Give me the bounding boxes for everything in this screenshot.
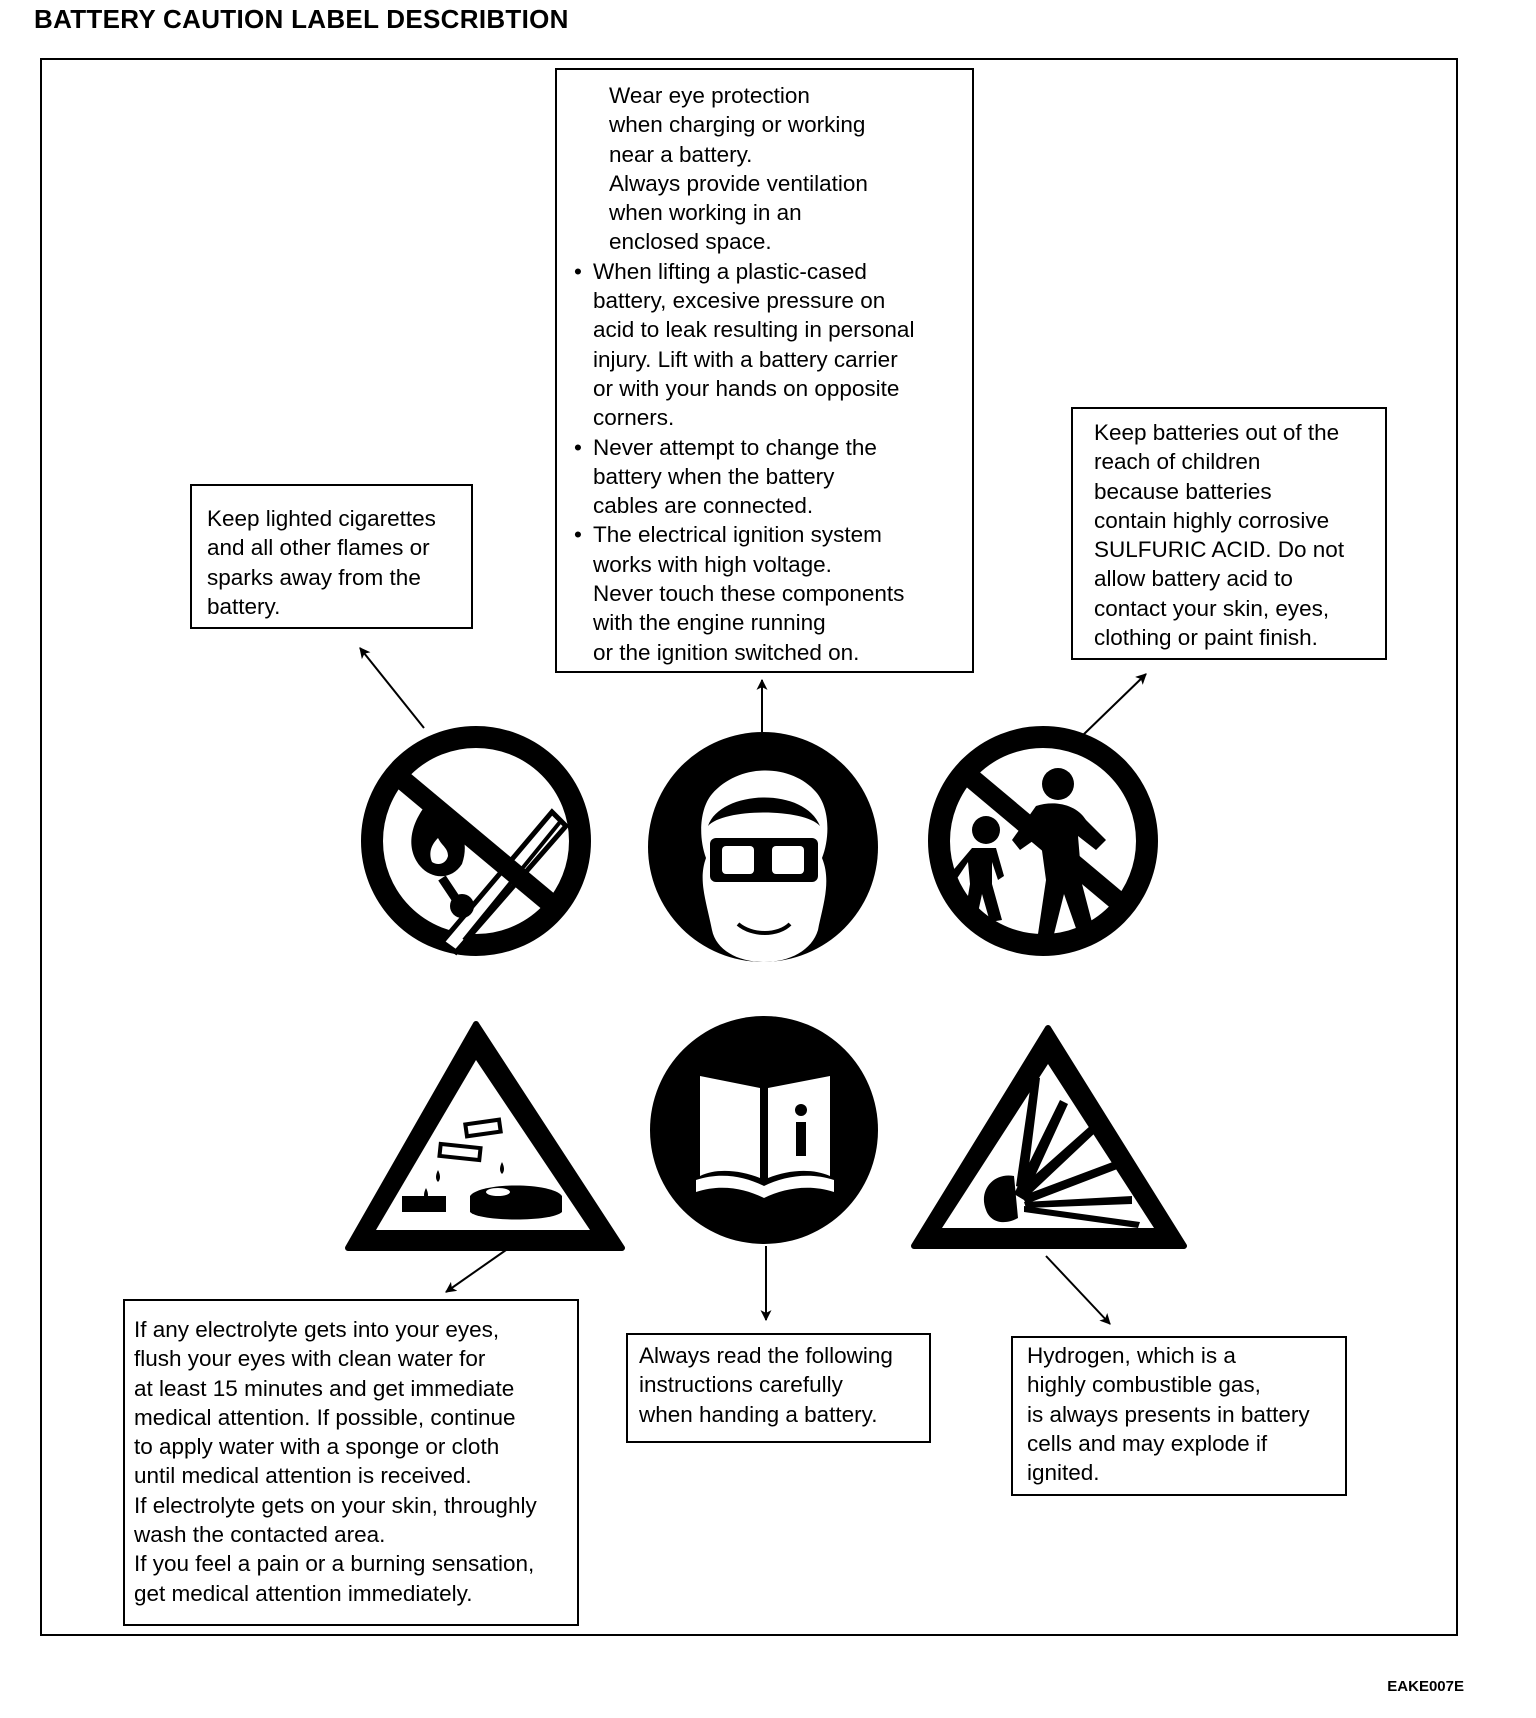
text-line: works with high voltage. bbox=[593, 551, 832, 577]
text-line: sparks away from the bbox=[207, 564, 421, 590]
arrow bbox=[1046, 1256, 1110, 1324]
text-line: ignited. bbox=[1027, 1460, 1100, 1486]
text-line: When lifting a plastic-cased bbox=[593, 258, 867, 284]
arrow bbox=[446, 1250, 506, 1292]
text-line: with the engine running bbox=[593, 610, 826, 636]
text-line: and all other flames or bbox=[207, 535, 430, 561]
text-line: Keep lighted cigarettes bbox=[207, 506, 436, 531]
text-line: injury. Lift with a battery carrier bbox=[593, 346, 898, 372]
text-line: allow battery acid to bbox=[1094, 566, 1293, 592]
text-line: Keep batteries out of the bbox=[1094, 420, 1340, 445]
text-line: reach of children bbox=[1094, 449, 1261, 475]
text-line: Always provide ventilation bbox=[609, 170, 868, 196]
text-line: cells and may explode if bbox=[1027, 1430, 1268, 1456]
text-line: Never touch these components bbox=[593, 581, 905, 607]
arrow bbox=[360, 648, 424, 728]
text-line: is always presents in battery bbox=[1027, 1401, 1310, 1427]
text-line: battery. bbox=[207, 593, 281, 619]
text-line: contain highly corrosive bbox=[1094, 507, 1330, 533]
explosive-gas-warning-icon bbox=[914, 1028, 1184, 1246]
text-line: corners. bbox=[593, 405, 675, 431]
read-instructions-icon bbox=[650, 1016, 878, 1244]
bullet-marker: • bbox=[574, 258, 582, 284]
text-line: If you feel a pain or a burning sensation, bbox=[134, 1551, 535, 1577]
text-line: at least 15 minutes and get immediate bbox=[134, 1375, 515, 1401]
text-line: cables are connected. bbox=[593, 493, 814, 519]
text-line: acid to leak resulting in personal bbox=[593, 317, 915, 343]
text-line: flush your eyes with clean water for bbox=[134, 1346, 486, 1372]
text-line: near a battery. bbox=[609, 141, 753, 167]
bullet-marker: • bbox=[574, 522, 582, 548]
text-line: clothing or paint finish. bbox=[1094, 625, 1318, 651]
text-line: until medical attention is received. bbox=[134, 1463, 472, 1489]
text-line: enclosed space. bbox=[609, 229, 772, 255]
page-title: BATTERY CAUTION LABEL DESCRIBTION bbox=[34, 4, 569, 34]
text-line: Hydrogen, which is a bbox=[1027, 1343, 1236, 1368]
text-line: Never attempt to change the bbox=[593, 434, 877, 460]
text-line: instructions carefully bbox=[639, 1372, 843, 1398]
text-line: because batteries bbox=[1094, 478, 1272, 504]
figure-code: EAKE007E bbox=[1387, 1678, 1464, 1695]
text-line: medical attention. If possible, continue bbox=[134, 1404, 516, 1430]
text-line: battery, excesive pressure on bbox=[593, 288, 886, 314]
text-line: If electrolyte gets on your skin, throughly bbox=[134, 1492, 537, 1518]
keep-away-from-children-icon bbox=[939, 737, 1147, 945]
text-line: battery when the battery bbox=[593, 463, 835, 489]
text-line: The electrical ignition system bbox=[593, 522, 882, 548]
bullet-marker: • bbox=[574, 434, 582, 460]
no-flames-or-smoking-icon bbox=[372, 737, 580, 952]
text-line: Wear eye protection bbox=[609, 83, 810, 108]
text-line: when handing a battery. bbox=[639, 1401, 878, 1427]
text-line: Always read the following bbox=[639, 1343, 893, 1368]
text-line: contact your skin, eyes, bbox=[1094, 595, 1330, 621]
arrow bbox=[1082, 674, 1146, 736]
text-line: get medical attention immediately. bbox=[134, 1580, 473, 1606]
text-line: highly combustible gas, bbox=[1027, 1372, 1261, 1398]
wear-eye-protection-icon bbox=[648, 732, 878, 962]
text-line: when charging or working bbox=[609, 112, 866, 138]
text-line: If any electrolyte gets into your eyes, bbox=[134, 1317, 500, 1342]
text-line: wash the contacted area. bbox=[134, 1522, 386, 1548]
text-line: or the ignition switched on. bbox=[593, 639, 860, 665]
text-line: to apply water with a sponge or cloth bbox=[134, 1434, 500, 1460]
text-line: SULFURIC ACID. Do not bbox=[1094, 537, 1345, 563]
text-line: or with your hands on opposite bbox=[593, 375, 900, 401]
text-line: when working in an bbox=[609, 200, 802, 226]
corrosive-acid-warning-icon bbox=[348, 1024, 622, 1248]
